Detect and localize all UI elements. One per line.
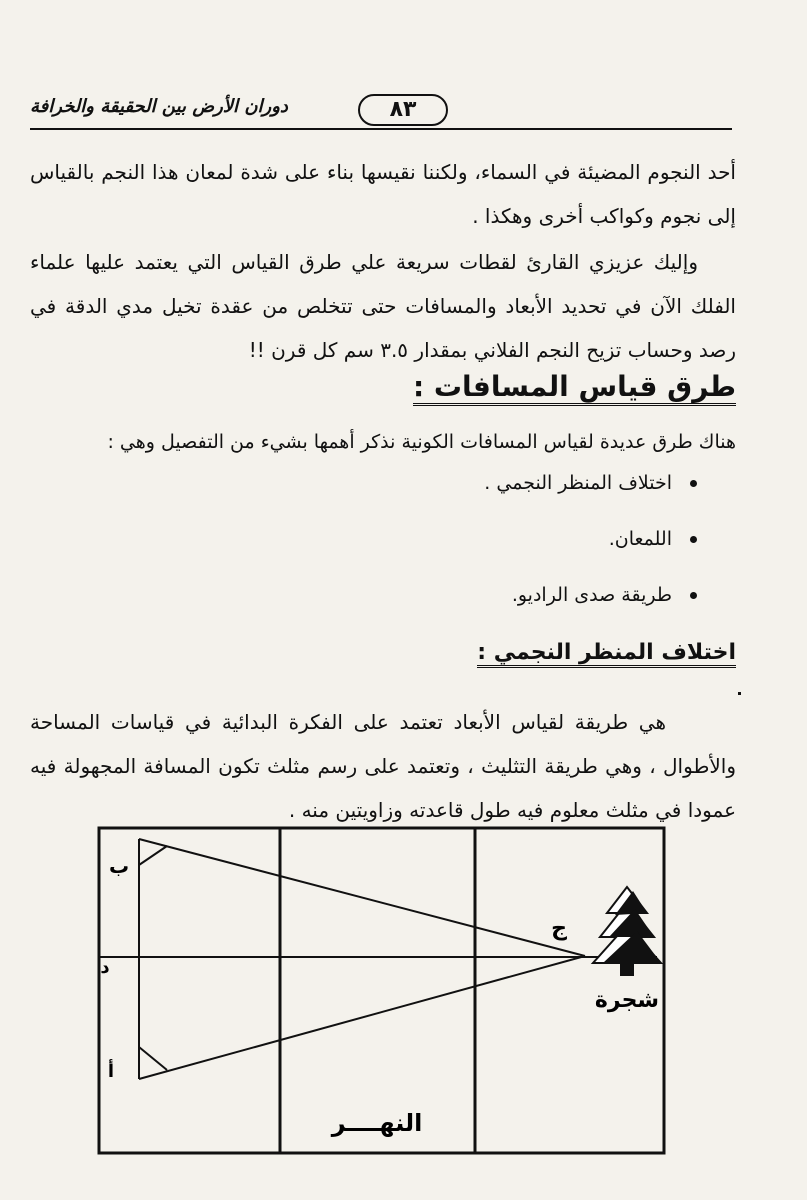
parallax-description: هي طريقة لقياس الأبعاد تعتمد على الفكرة البدائية في قياسات المساحة والأطوال ، وهي طريقة التثليث ، وتعتمد على رسم مثلث تكون المسافة المجهولة فيه عمودا في مثلث معلوم فيه طول قاعدته وزاويتين منه . xyxy=(30,710,736,822)
label-j: ج xyxy=(551,916,567,941)
river-label: النهــــر xyxy=(331,1109,423,1137)
section-intro: هناك طرق عديدة لقياس المسافات الكونية نذكر أهمها بشيء من التفصيل وهي : xyxy=(107,431,736,453)
section-heading-parallax: اختلاف المنظر النجمي : xyxy=(477,640,736,668)
bullet-icon xyxy=(690,536,697,543)
header-rule xyxy=(30,128,732,130)
book-title: دوران الأرض بين الحقيقة والخرافة xyxy=(30,96,288,117)
bullet-icon xyxy=(690,480,697,487)
list-item: اختلاف المنظر النجمي . xyxy=(484,472,697,494)
angle-mark-b xyxy=(139,846,167,865)
tree-icon xyxy=(593,887,661,975)
label-d: د xyxy=(100,957,110,978)
tree-label: شجرة xyxy=(594,988,660,1013)
label-b: ب xyxy=(108,854,130,878)
side-aj xyxy=(139,956,585,1079)
section-heading-distance-methods: طرق قياس المسافات : xyxy=(413,370,736,406)
page-number: ٨٣ xyxy=(358,94,448,126)
page-header xyxy=(30,92,730,136)
label-a: أ xyxy=(107,1061,115,1082)
print-speck xyxy=(738,692,741,695)
paragraph-2: وإليك عزيزي القارئ لقطات سريعة علي طرق القياس التي يعتمد عليها علماء الفلك الآن في تحديد الأبعاد والمسافات حتى تتخلص من عقدة تخيل مدي الدقة في رصد وحساب تزيح النجم الفلاني بمقدار ٣.٥ سم كل قرن !! xyxy=(30,250,736,362)
angle-mark-a xyxy=(139,1047,167,1070)
bullet-icon xyxy=(690,592,697,599)
triangulation-diagram xyxy=(97,825,667,1160)
side-bj xyxy=(139,839,585,956)
list-item: طريقة صدى الراديو. xyxy=(512,584,697,606)
diagram-frame xyxy=(99,828,664,1153)
paragraph-1: أحد النجوم المضيئة في السماء، ولكننا نقيسها بناء على شدة لمعان هذا النجم بالقياس إلى نجوم وكواكب أخرى وهكذا . xyxy=(30,160,736,228)
list-item: اللمعان. xyxy=(609,528,697,550)
